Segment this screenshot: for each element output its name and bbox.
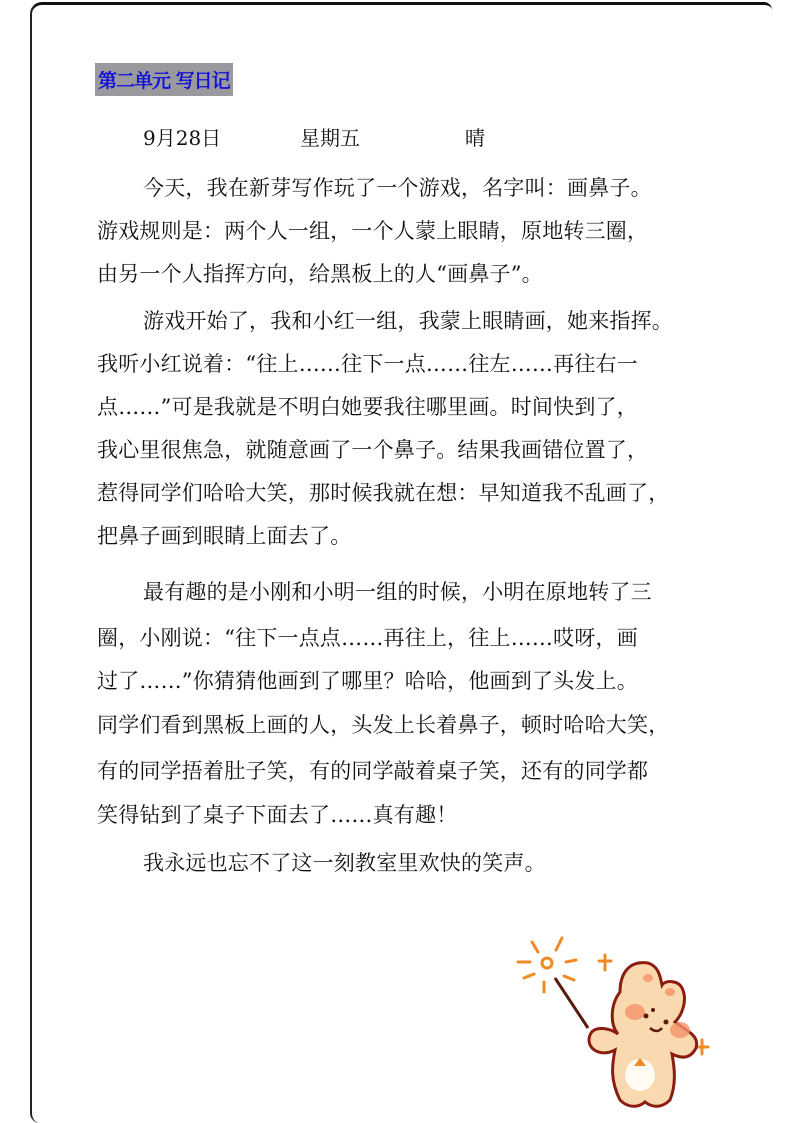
text-line: 笑得钻到了桌子下面去了……真有趣！ — [97, 803, 458, 827]
weekday: 星期五 — [300, 126, 360, 150]
date: 9月28日 — [143, 126, 222, 150]
text-line: 同学们看到黑板上画的人，头发上长着鼻子，顿时哈哈大笑， — [97, 713, 670, 737]
text-line: 我心里很焦急，就随意画了一个鼻子。结果我画错位置了， — [97, 438, 649, 462]
unit-title: 第二单元 写日记 — [95, 63, 233, 96]
text-line: 惹得同学们哈哈大笑，那时候我就在想：早知道我不乱画了， — [97, 481, 670, 505]
text-line: 有的同学捂着肚子笑，有的同学敲着桌子笑，还有的同学都 — [97, 759, 649, 783]
weather: 晴 — [465, 126, 485, 150]
text-line: 点……”可是我就是不明白她要我往哪里画。时间快到了， — [97, 395, 638, 419]
text-line: 把鼻子画到眼睛上面去了。 — [97, 524, 352, 548]
text-line: 我永远也忘不了这一刻教室里欢快的笑声。 — [143, 851, 546, 875]
text-line: 最有趣的是小刚和小明一组的时候，小明在原地转了三 — [143, 580, 652, 604]
text-line: 由另一个人指挥方向，给黑板上的人“画鼻子”。 — [97, 262, 543, 286]
text-line: 今天，我在新芽写作玩了一个游戏，名字叫：画鼻子。 — [143, 176, 652, 200]
bunny-illustration — [510, 930, 720, 1120]
text-line: 我听小红说着：“往上……往下一点……往左……再往右一 — [97, 352, 638, 376]
text-line: 游戏开始了，我和小红一组，我蒙上眼睛画，她来指挥。 — [143, 309, 673, 333]
text-line: 游戏规则是：两个人一组，一个人蒙上眼睛，原地转三圈， — [97, 219, 649, 243]
text-line: 圈，小刚说：“往下一点点……再往上，往上……哎呀，画 — [97, 626, 638, 650]
text-line: 过了……”你猜猜他画到了哪里？哈哈，他画到了头发上。 — [97, 669, 638, 693]
